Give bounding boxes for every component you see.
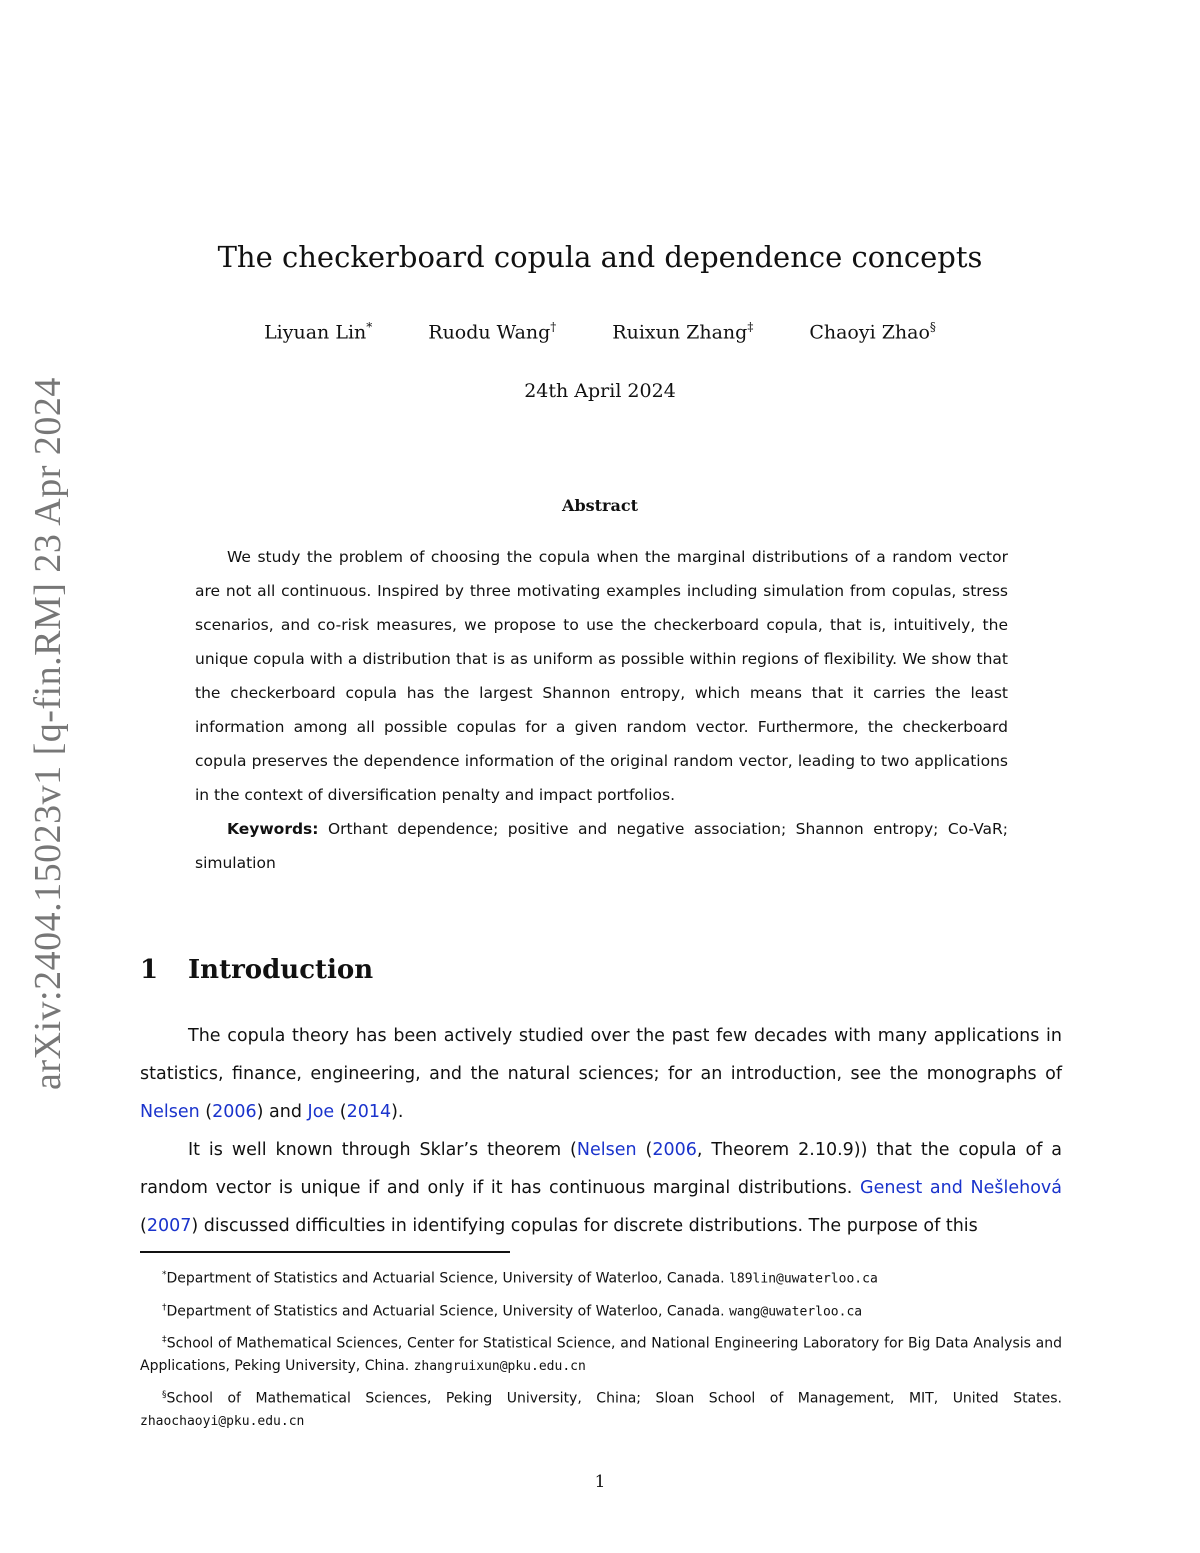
keywords: Keywords: Orthant dependence; positive and negative association; Shannon entropy; Co-VaR; simulation — [195, 820, 1008, 872]
citation-link[interactable]: Nelsen — [140, 1102, 200, 1122]
section-body — [140, 1017, 1062, 1245]
email[interactable]: l89lin@uwaterloo.ca — [729, 1271, 878, 1287]
author: Liyuan Lin* — [264, 320, 373, 344]
email[interactable]: zhaochaoyi@pku.edu.cn — [140, 1413, 305, 1429]
paper-date: 24th April 2024 — [524, 380, 676, 402]
citation-link[interactable]: Joe — [307, 1102, 335, 1122]
paragraph: It is well known through Sklar’s theorem (Nelsen (2006, Theorem 2.10.9)) that the copula of a random vector is unique if and only if it has continuous marginal distributions. Genest and Nešlehová (2007) discussed difficulties in identifying copulas for discrete distributions. The purpose of this — [140, 1140, 1062, 1236]
author: Ruodu Wang† — [428, 320, 557, 344]
email[interactable]: wang@uwaterloo.ca — [729, 1304, 863, 1320]
citation-year-link[interactable]: 2007 — [146, 1216, 192, 1236]
page-number: 1 — [594, 1472, 606, 1492]
arxiv-identifier: arXiv:2404.15023v1 [q-fin.RM] 23 Apr 2024 — [27, 377, 69, 1090]
footnote: §School of Mathematical Sciences, Peking University, China; Sloan School of Management, MIT, United States. zhaochaoyi@pku.edu.cn — [140, 1389, 1062, 1429]
email[interactable]: zhangruixun@pku.edu.cn — [413, 1358, 586, 1374]
section-heading: 1 Introduction — [140, 955, 374, 985]
author-list — [0, 320, 1200, 343]
abstract-text: We study the problem of choosing the copula when the marginal distributions of a random vector are not all continuous. Inspired by three motivating examples including simulation from copulas, stress scenarios, and co-risk measures, we propose to use the checkerboard copula, that is, intuitively, the unique copula with a distribution that is as uniform as possible within regions of flexibility. We show that the checkerboard copula has the largest Shannon entropy, which means that it carries the least information among all possible copulas for a given random vector. Furthermore, the checkerboard copula preserves the dependence information of the original random vector, leading to two applications in the context of diversification penalty and impact portfolios. — [195, 548, 1008, 804]
citation-year-link[interactable]: 2006 — [652, 1140, 697, 1160]
citation-year-link[interactable]: 2014 — [346, 1102, 392, 1122]
footnotes — [140, 1264, 1062, 1439]
paper-title: The checkerboard copula and dependence concepts — [217, 240, 983, 274]
footnote: *Department of Statistics and Actuarial Science, University of Waterloo, Canada. l89lin@uwaterloo.ca — [162, 1270, 878, 1287]
footnote: ‡School of Mathematical Sciences, Center for Statistical Science, and National Engineering Laboratory for Big Data Analysis and Applications, Peking University, China. zhangruixun@pku.edu.cn — [140, 1335, 1063, 1374]
abstract-heading: Abstract — [562, 496, 638, 515]
citation-link[interactable]: Genest and Nešlehová — [860, 1178, 1062, 1198]
citation-year-link[interactable]: 2006 — [212, 1102, 257, 1122]
paragraph: The copula theory has been actively studied over the past few decades with many applications in statistics, finance, engineering, and the natural sciences; for an introduction, see the monographs of Nelsen (2006) and Joe (2014). — [140, 1026, 1062, 1122]
footnote: †Department of Statistics and Actuarial Science, University of Waterloo, Canada. wang@uwaterloo.ca — [162, 1302, 863, 1320]
author: Chaoyi Zhao§ — [809, 320, 936, 344]
author: Ruixun Zhang‡ — [612, 320, 754, 344]
citation-link[interactable]: Nelsen — [576, 1140, 637, 1160]
abstract-body — [195, 540, 1008, 880]
footnote-rule — [140, 1251, 510, 1253]
